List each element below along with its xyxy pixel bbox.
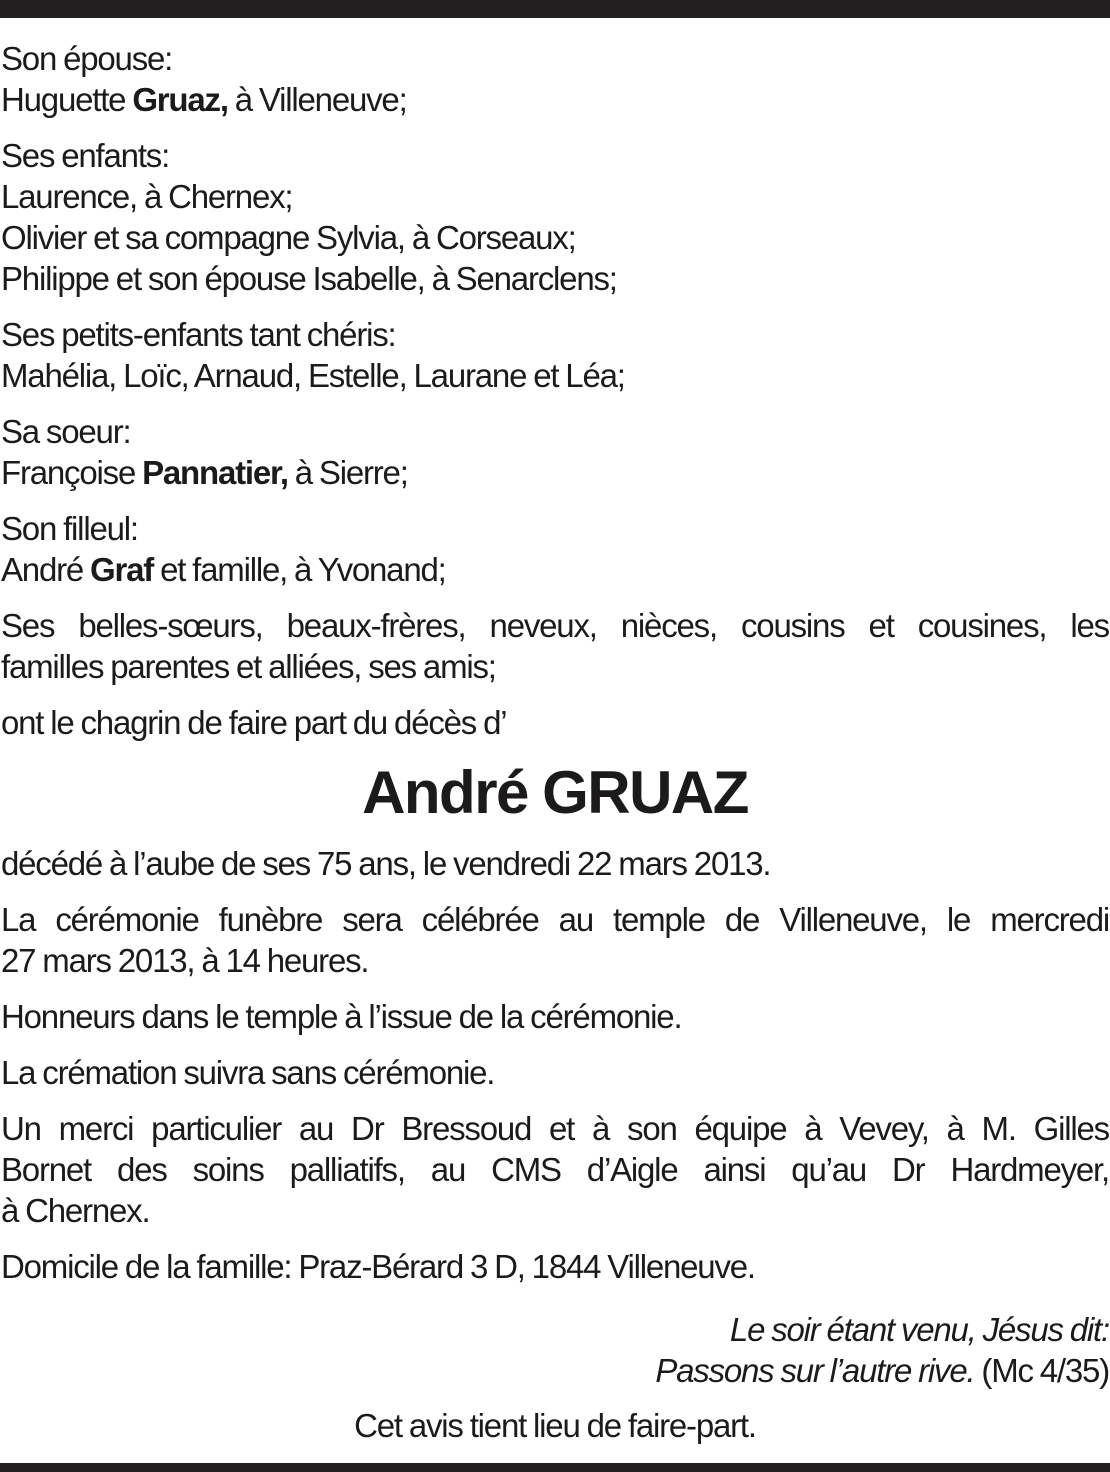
child-item: Olivier et sa compagne Sylvia, à Corseaux; <box>1 219 576 256</box>
godson-line <box>1 549 1109 590</box>
thanks-line: Un merci particulier au Dr Bressoud et à son équipe à Vevey, à M. Gilles <box>1 1110 1109 1147</box>
quote-line: Passons sur l’autre rive. <box>655 1352 975 1389</box>
spouse-heading: Son épouse: <box>1 40 173 77</box>
children-heading: Ses enfants: <box>1 137 170 174</box>
top-border <box>0 0 1110 18</box>
godson-last-name: Graf <box>90 551 154 588</box>
sister-line <box>1 452 1109 493</box>
cremation-section <box>1 1052 1109 1093</box>
ceremony-line: 27 mars 2013, à 14 heures. <box>1 942 369 979</box>
spouse-place: à Villeneuve; <box>234 81 407 118</box>
grandchildren-names: Mahélia, Loïc, Arnaud, Estelle, Laurane et Léa; <box>1 357 625 394</box>
child-item: Philippe et son épouse Isabelle, à Senarclens; <box>1 260 617 297</box>
spouse-last-name: Gruaz, <box>132 81 228 118</box>
spouse-line <box>1 79 1109 120</box>
thanks-line: à Chernex. <box>1 1192 150 1229</box>
bottom-border <box>0 1463 1110 1472</box>
sister-last-name: Pannatier, <box>142 454 288 491</box>
ceremony-section <box>1 899 1109 981</box>
announcement-section <box>1 702 1109 743</box>
ceremony-line: La cérémonie funèbre sera célébrée au temple de Villeneuve, le mercredi <box>1 901 1109 938</box>
announcement-text: ont le chagrin de faire part du décès d’ <box>1 704 507 741</box>
grandchildren-heading: Ses petits-enfants tant chéris: <box>1 316 396 353</box>
sister-first-name: Françoise <box>1 454 136 491</box>
godson-heading: Son filleul: <box>1 510 138 547</box>
godson-first-name: André <box>1 551 84 588</box>
thanks-line: Bornet des soins palliatifs, au CMS d’Aigle ainsi qu’au Dr Hardmeyer, <box>1 1151 1109 1188</box>
bible-quote <box>1 1309 1109 1391</box>
thanks-section <box>1 1108 1109 1231</box>
family-address: Domicile de la famille: Praz-Bérard 3 D, 1844 Villeneuve. <box>1 1248 755 1285</box>
obituary-notice <box>1 38 1109 1446</box>
sister-section <box>1 411 1109 493</box>
godson-section <box>1 508 1109 590</box>
children-section <box>1 135 1109 299</box>
quote-line: Le soir étant venu, Jésus dit: <box>729 1311 1109 1348</box>
relatives-section <box>1 605 1109 687</box>
cremation-text: La crémation suivra sans cérémonie. <box>1 1054 495 1091</box>
sister-place: à Sierre; <box>294 454 408 491</box>
spouse-first-name: Huguette <box>1 81 126 118</box>
relatives-line: Ses belles-sœurs, beaux-frères, neveux, nièces, cousins et cousines, les <box>1 607 1109 644</box>
relatives-line: familles parentes et alliées, ses amis; <box>1 648 496 685</box>
sister-heading: Sa soeur: <box>1 413 131 450</box>
quote-reference: (Mc 4/35) <box>981 1352 1109 1389</box>
death-text: décédé à l’aube de ses 75 ans, le vendredi 22 mars 2013. <box>1 845 771 882</box>
grandchildren-section <box>1 314 1109 396</box>
honours-text: Honneurs dans le temple à l’issue de la cérémonie. <box>1 998 682 1035</box>
death-section <box>1 843 1109 884</box>
godson-place: et famille, à Yvonand; <box>160 551 446 588</box>
child-item: Laurence, à Chernex; <box>1 178 293 215</box>
closing-note: Cet avis tient lieu de faire-part. <box>354 1407 756 1444</box>
deceased-name: André GRUAZ <box>362 759 748 826</box>
honours-section <box>1 996 1109 1037</box>
address-section <box>1 1246 1109 1287</box>
spouse-section <box>1 38 1109 120</box>
